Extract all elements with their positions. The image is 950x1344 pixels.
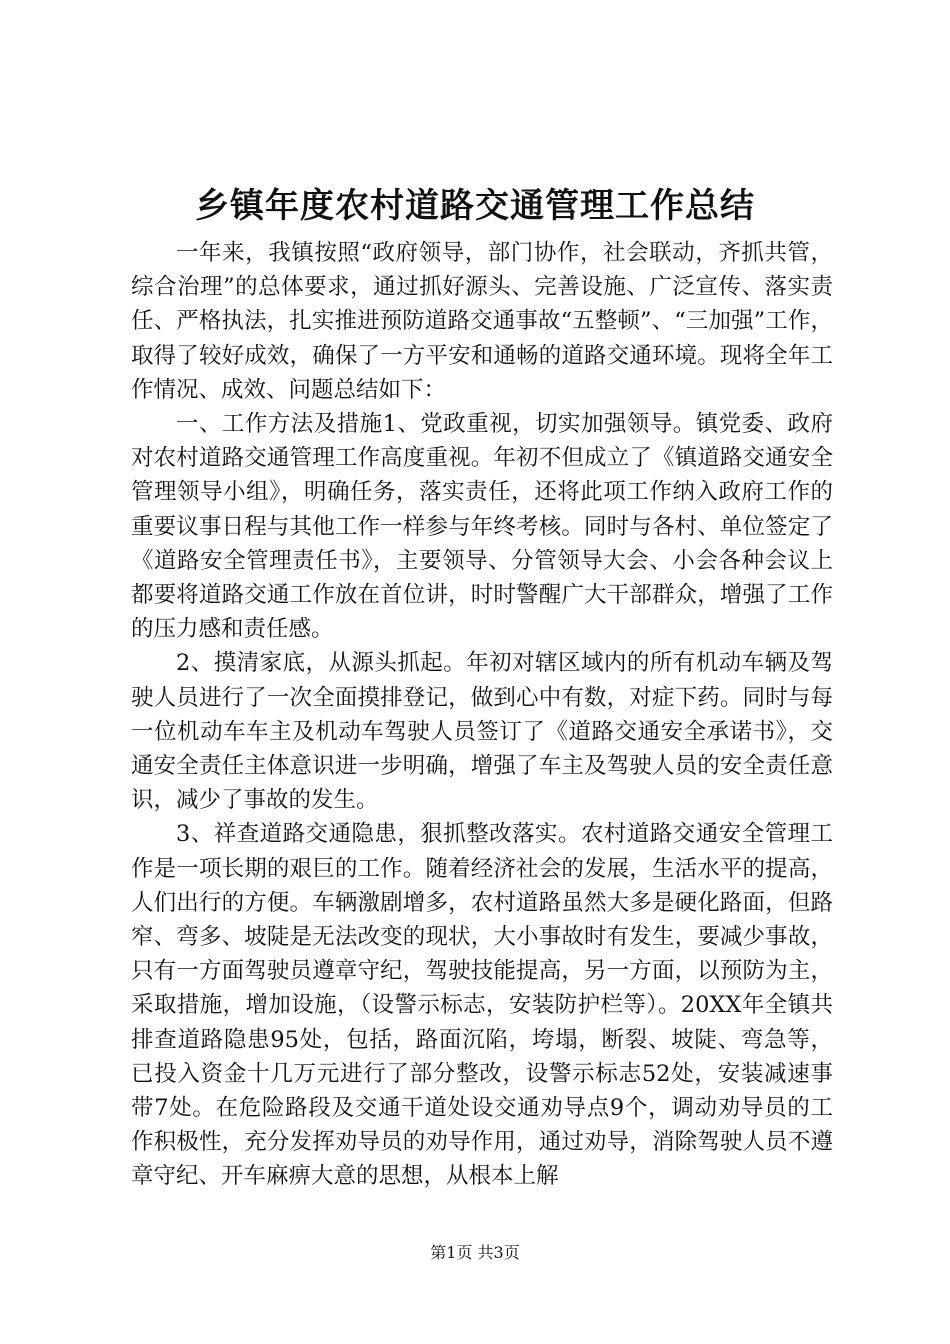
paragraph-item-2: 2、摸清家底，从源头抓起。年初对辖区域内的所有机动车辆及驾驶人员进行了一次全面摸排登记，做到心中有数，对症下药。同时与每一位机动车车主及机动车驾驶人员签订了《道路交通安全承诺书》，交通安全责任主体意识进一步明确，增强了车主及驾驶人员的安全责任意识，减少了事故的发生。	[131, 650, 833, 814]
page-footer: 第1页 共3页	[430, 1243, 520, 1262]
document-body	[131, 236, 833, 1194]
paragraph-intro: 一年来，我镇按照“政府领导，部门协作，社会联动，齐抓共管，综合治理”的总体要求，通过抓好源头、完善设施、广泛宣传、落实责任、严格执法，扎实推进预防道路交通事故“五整顿”、“三加强”工作，取得了较好成效，确保了一方平安和通畅的道路交通环境。现将全年工作情况、成效、问题总结如下：	[131, 240, 833, 403]
page-title: 乡镇年度农村道路交通管理工作总结	[195, 186, 755, 226]
paragraph-section-1: 一、工作方法及措施1、党政重视，切实加强领导。镇党委、政府对农村道路交通管理工作高度重视。年初不但成立了《镇道路交通安全管理领导小组》，明确任务，落实责任，还将此项工作纳入政府工作的重要议事日程与其他工作一样参与年终考核。同时与各村、单位签定了《道路安全管理责任书》，主要领导、分管领导大会、小会各种会议上都要将道路交通工作放在首位讲，时时警醒广大干部群众，增强了工作的压力感和责任感。	[131, 411, 833, 643]
paragraph-item-3: 3、祥查道路交通隐患，狠抓整改落实。农村道路交通安全管理工作是一项长期的艰巨的工作。随着经济社会的发展，生活水平的提高，人们出行的方便。车辆激剧增多，农村道路虽然大多是硬化路面，但路窄、弯多、坡陡是无法改变的现状，大小事故时有发生，要减少事故，只有一方面驾驶员遵章守纪，驾驶技能提高，另一方面，以预防为主，采取措施，增加设施，（设警示标志，安装防护栏等）。20XX年全镇共排查道路隐患95处，包括，路面沉陷，垮塌，断裂、坡陡、弯急等，已投入资金十几万元进行了部分整改，设警示标志52处，安装减速事带7处。在危险路段及交通干道处设交通劝导点9个，调动劝导员的工作积极性，充分发挥劝导员的劝导作用，通过劝导，消除驾驶人员不遵章守纪、开车麻痹大意的思想，从根本上解	[131, 821, 833, 1190]
